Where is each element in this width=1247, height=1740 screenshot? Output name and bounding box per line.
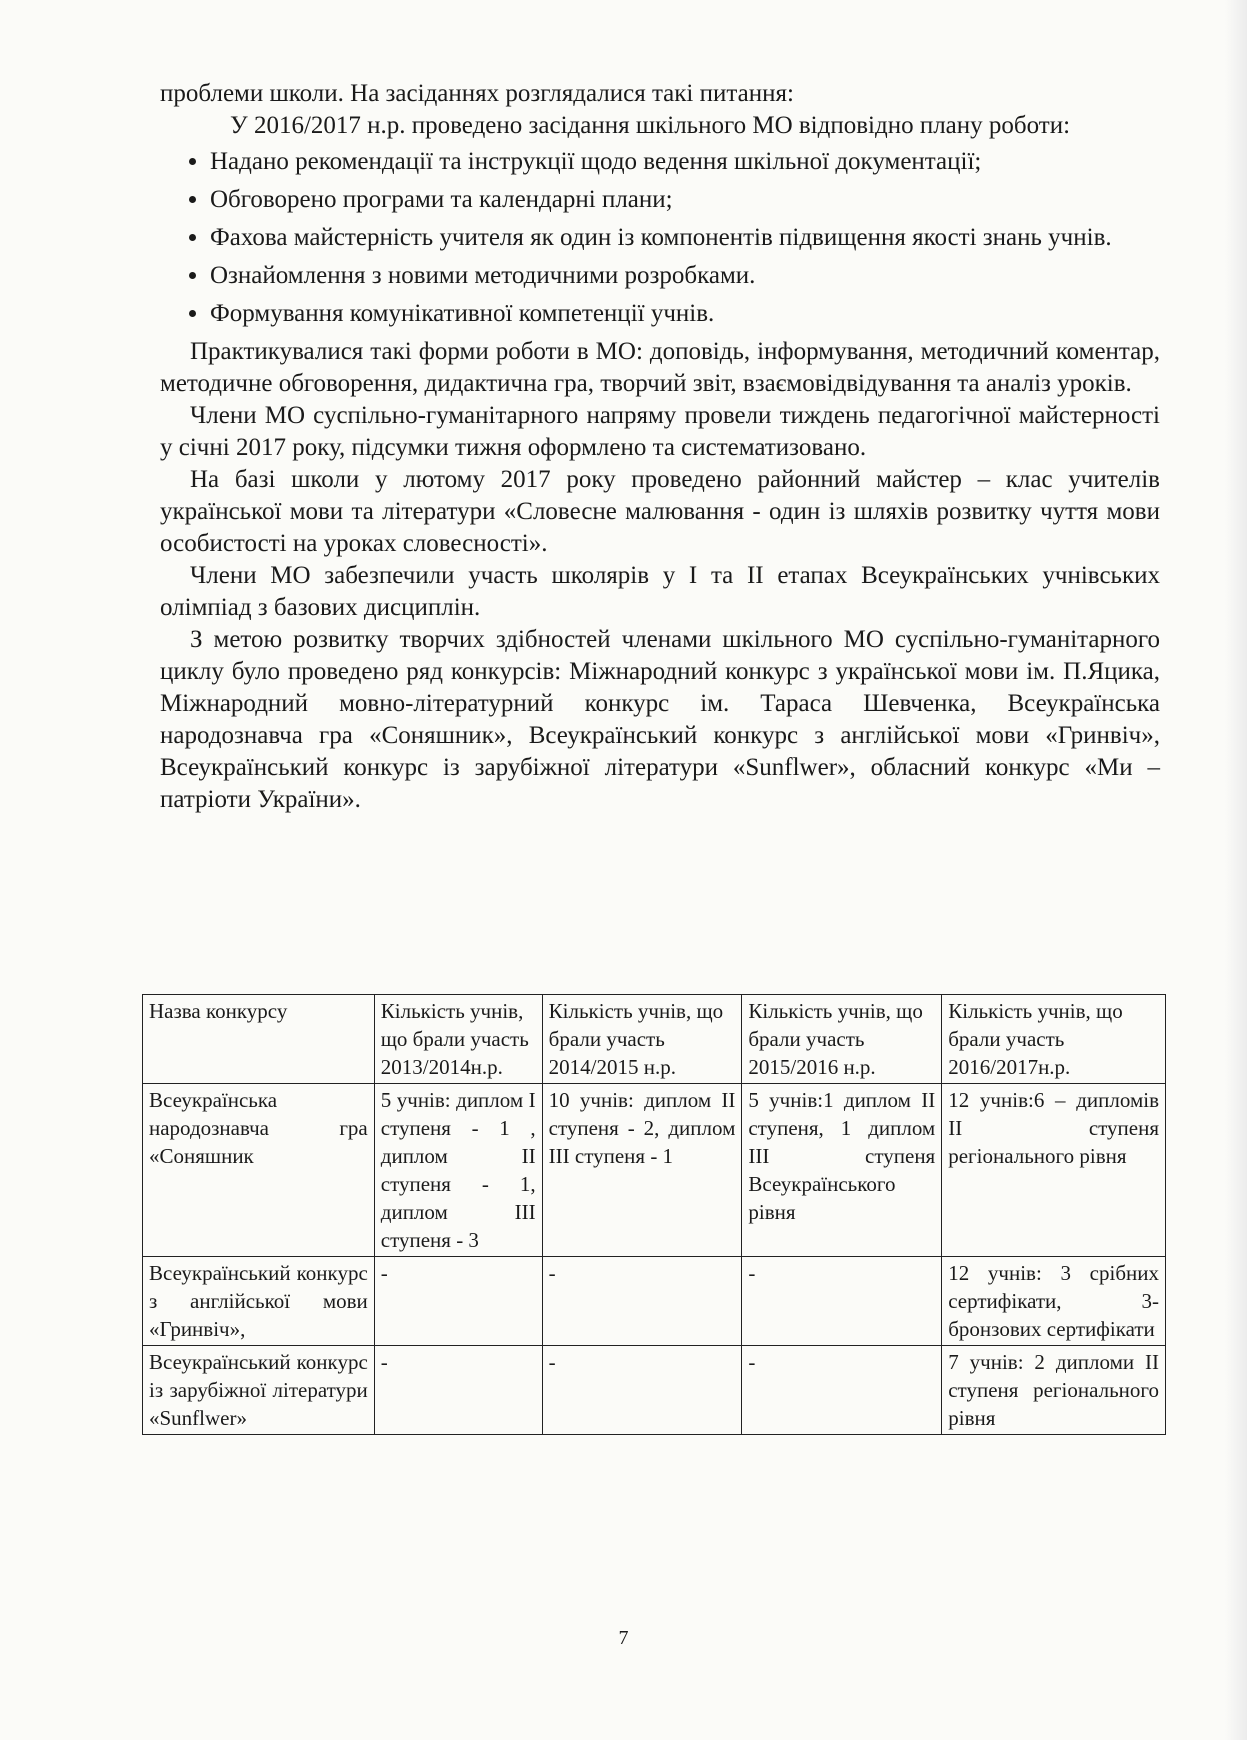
table-cell: 10 учнів: диплом ІІ ступеня - 2, диплом ІІІ ступеня - 1 — [542, 1084, 742, 1257]
paragraph: На базі школи у лютому 2017 року проведено районний майстер – клас учителів української мови та літератури «Словесне малювання - один із шляхів розвитку чуття мови особистості на уроках словесності». — [160, 466, 1160, 557]
table-cell: Всеукраїнський конкурс з англійської мови «Гринвіч», — [143, 1257, 375, 1346]
column-header: Кількість учнів, що брали участь 2014/2015 н.р. — [542, 995, 742, 1084]
table-cell: 5 учнів: диплом І ступеня - 1 , диплом ІІ ступеня - 1, диплом ІІІ ступеня - 3 — [374, 1084, 542, 1257]
table-cell: - — [374, 1257, 542, 1346]
table-cell: - — [742, 1346, 942, 1435]
table-header-row — [143, 995, 1166, 1084]
list-item: • Фахова майстерність учителя як один із компонентів підвищення якості знань учнів. — [210, 222, 1160, 254]
table-row — [143, 1084, 1166, 1257]
list-item: • Ознайомлення з новими методичними розробками. — [210, 260, 1160, 292]
column-header: Кількість учнів, що брали участь 2013/2014н.р. — [374, 995, 542, 1084]
scan-edge — [1225, 0, 1247, 1740]
list-item: • Формування комунікативної компетенції учнів. — [210, 298, 1160, 330]
paragraph: проблеми школи. На засіданнях розглядалися такі питання: — [160, 80, 794, 107]
table-cell: - — [742, 1257, 942, 1346]
table-cell: Всеукраїнська народознавча гра «Соняшник — [143, 1084, 375, 1257]
table-cell: - — [542, 1346, 742, 1435]
table-row — [143, 1346, 1166, 1435]
column-header: Кількість учнів, що брали участь 2016/2017н.р. — [942, 995, 1166, 1084]
table-cell: - — [374, 1346, 542, 1435]
table-cell: 12 учнів: 3 срібних сертифікати, 3- бронзових сертифікати — [942, 1257, 1166, 1346]
list-item: • Обговорено програми та календарні плани; — [210, 184, 1160, 216]
table-cell: 5 учнів:1 диплом ІІ ступеня, 1 диплом ІІІ ступеня Всеукраїнського рівня — [742, 1084, 942, 1257]
page-number: 7 — [618, 1627, 629, 1649]
list-item: • Надано рекомендації та інструкції щодо ведення шкільної документації; — [210, 146, 1160, 178]
column-header: Назва конкурсу — [143, 995, 375, 1084]
contests-table — [142, 994, 1166, 1435]
table-cell: - — [542, 1257, 742, 1346]
document-body — [160, 78, 1160, 816]
table-cell: 7 учнів: 2 дипломи ІІ ступеня регіонального рівня — [942, 1346, 1166, 1435]
paragraph: У 2016/2017 н.р. проведено засідання шкільного МО відповідно плану роботи: — [230, 112, 1071, 139]
table-cell: 12 учнів:6 – дипломів ІІ ступеня регіонального рівня — [942, 1084, 1166, 1257]
paragraph: Практикувалися такі форми роботи в МО: доповідь, інформування, методичний коментар, методичне обговорення, дидактична гра, творчий звіт, взаємовідвідування та аналіз уроків. — [160, 338, 1160, 397]
table-cell: Всеукраїнський конкурс із зарубіжної літератури «Sunflwer» — [143, 1346, 375, 1435]
paragraph: Члени МО забезпечили участь школярів у І та ІІ етапах Всеукраїнських учнівських олімпіад з базових дисциплін. — [160, 562, 1160, 621]
bullet-list — [160, 146, 1160, 330]
column-header: Кількість учнів, що брали участь 2015/2016 н.р. — [742, 995, 942, 1084]
paragraph: Члени МО суспільно-гуманітарного напряму провели тиждень педагогічної майстерності у січні 2017 року, підсумки тижня оформлено та систематизовано. — [160, 402, 1160, 461]
paragraph: З метою розвитку творчих здібностей членами шкільного МО суспільно-гуманітарного циклу було проведено ряд конкурсів: Міжнародний конкурс з української мови ім. П.Яцика, Міжнародний мовно-літературний конкурс ім. Тараса Шевченка, Всеукраїнська народознавча гра «Соняшник», Всеукраїнський конкурс з англійської мови «Гринвіч», Всеукраїнський конкурс із зарубіжної літератури «Sunflwer», обласний конкурс «Ми – патріоти України». — [160, 626, 1160, 813]
table-row — [143, 1257, 1166, 1346]
